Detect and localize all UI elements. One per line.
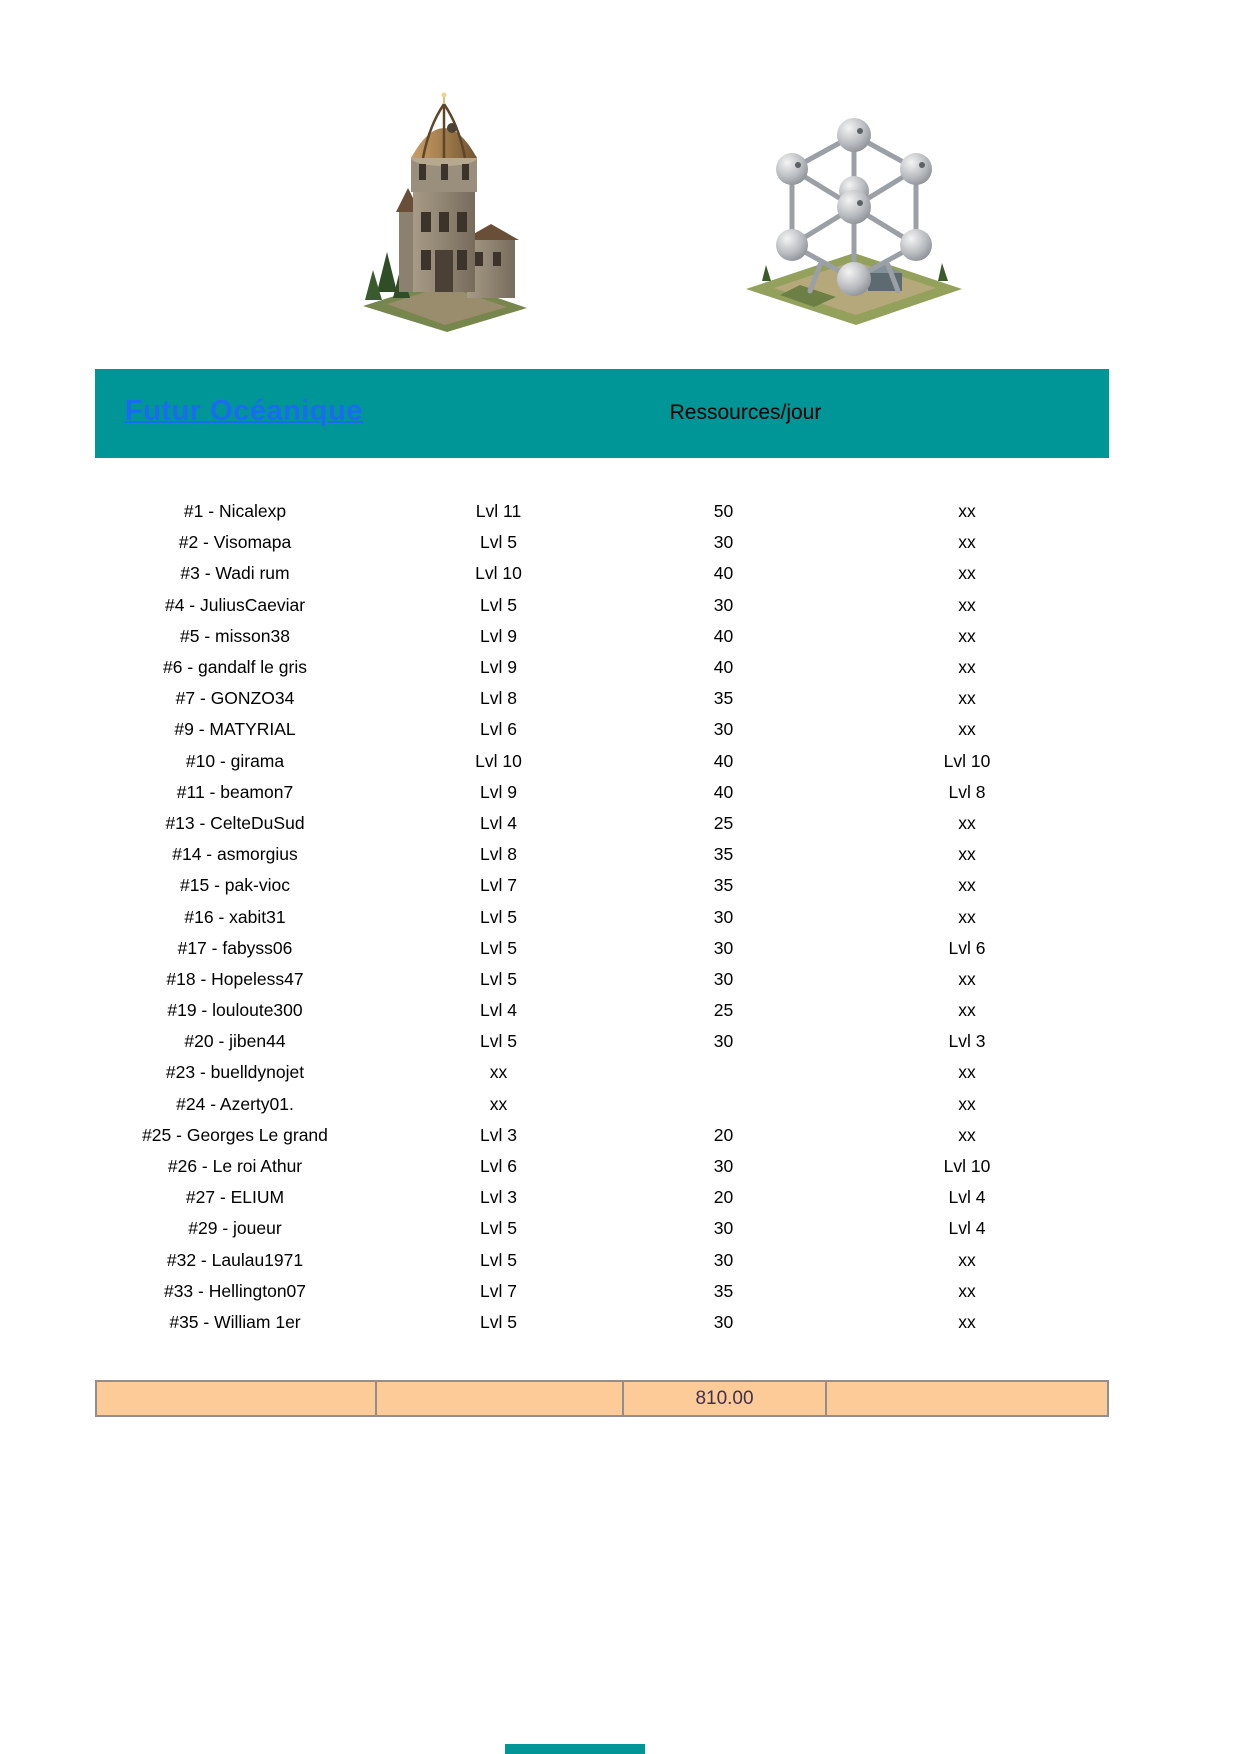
level-cell: Lvl 5 <box>480 1218 517 1239</box>
bonus-level-cell: xx <box>958 501 976 522</box>
member-name-cell: #2 - Visomapa <box>178 532 292 553</box>
table-row <box>95 995 1109 1026</box>
member-name-cell: #9 - MATYRIAL <box>174 719 296 740</box>
member-name-cell: #35 - William 1er <box>169 1311 301 1332</box>
resources-per-day-label: Ressources/jour <box>669 401 822 424</box>
resources-cell: 35 <box>713 688 734 709</box>
table-row <box>95 1120 1109 1151</box>
table-row <box>95 621 1109 652</box>
member-name-cell: #18 - Hopeless47 <box>166 968 304 989</box>
resources-cell: 25 <box>713 812 734 833</box>
guild-title-link[interactable]: Futur Océanique <box>125 395 363 427</box>
member-name-cell: #4 - JuliusCaeviar <box>164 594 306 615</box>
bonus-level-cell: xx <box>958 1249 976 1270</box>
bonus-level-cell: xx <box>958 688 976 709</box>
atomium-illustration <box>740 105 968 327</box>
member-name-cell: #27 - ELIUM <box>185 1187 285 1208</box>
bonus-level-cell: xx <box>958 1000 976 1021</box>
bonus-level-cell: xx <box>958 625 976 646</box>
table-row <box>95 1057 1109 1088</box>
level-cell: Lvl 5 <box>480 906 517 927</box>
table-row <box>95 714 1109 745</box>
table-row <box>95 1276 1109 1307</box>
bonus-level-cell: Lvl 8 <box>948 781 986 802</box>
resources-cell: 25 <box>713 1000 734 1021</box>
member-name-cell: #17 - fabyss06 <box>177 937 293 958</box>
table-row <box>95 1026 1109 1057</box>
table-row <box>95 901 1109 932</box>
bonus-level-cell: xx <box>958 968 976 989</box>
table-row <box>95 1245 1109 1276</box>
resources-cell: 30 <box>713 906 734 927</box>
resources-cell: 30 <box>713 937 734 958</box>
member-name-cell: #20 - jiben44 <box>184 1031 286 1052</box>
atomium-image <box>740 105 968 327</box>
member-name-cell: #16 - xabit31 <box>184 906 286 927</box>
sheet-tab-sliver <box>505 1744 645 1754</box>
member-name-cell: #6 - gandalf le gris <box>163 657 307 678</box>
resources-cell: 20 <box>713 1124 734 1145</box>
member-name-cell: #11 - beamon7 <box>176 781 294 802</box>
level-cell: xx <box>489 1062 508 1083</box>
bonus-level-cell: xx <box>958 719 976 740</box>
member-name-cell: #7 - GONZO34 <box>175 688 295 709</box>
bonus-level-cell: xx <box>958 657 976 678</box>
resources-cell: 35 <box>713 875 734 896</box>
total-value-cell: 810.00 <box>624 1382 827 1415</box>
bonus-level-cell: xx <box>958 812 976 833</box>
bonus-level-cell: xx <box>958 594 976 615</box>
level-cell: Lvl 5 <box>480 968 517 989</box>
member-name-cell: #5 - misson38 <box>180 625 290 646</box>
bonus-level-cell: Lvl 10 <box>943 750 991 771</box>
member-name-cell: #26 - Le roi Athur <box>167 1156 303 1177</box>
member-name-cell: #32 - Laulau1971 <box>166 1249 304 1270</box>
level-cell: Lvl 11 <box>475 501 522 522</box>
bonus-level-cell: xx <box>958 1280 976 1301</box>
resources-cell: 35 <box>713 844 734 865</box>
member-name-cell: #33 - Hellington07 <box>163 1280 307 1301</box>
level-cell: Lvl 5 <box>480 1249 517 1270</box>
level-cell: Lvl 4 <box>480 1000 517 1021</box>
resources-cell: 30 <box>713 594 734 615</box>
bonus-level-cell: Lvl 4 <box>948 1187 986 1208</box>
table-row <box>95 1213 1109 1244</box>
table-row <box>95 777 1109 808</box>
level-cell: Lvl 7 <box>480 1280 517 1301</box>
bonus-level-cell: xx <box>958 563 976 584</box>
resources-cell: 40 <box>713 625 734 646</box>
level-cell: Lvl 5 <box>480 1311 517 1332</box>
total-empty-cell-2 <box>377 1382 624 1415</box>
resources-cell: 30 <box>713 1156 734 1177</box>
level-cell: Lvl 7 <box>480 875 517 896</box>
table-row <box>95 1089 1109 1120</box>
bonus-level-cell: xx <box>958 1124 976 1145</box>
resources-cell: 30 <box>713 1218 734 1239</box>
level-cell: Lvl 5 <box>480 532 517 553</box>
level-cell: xx <box>489 1093 508 1114</box>
table-row <box>95 964 1109 995</box>
member-name-cell: #1 - Nicalexp <box>183 501 287 522</box>
level-cell: Lvl 3 <box>480 1124 517 1145</box>
resources-cell: 40 <box>713 563 734 584</box>
table-row <box>95 652 1109 683</box>
member-name-cell: #14 - asmorgius <box>172 844 298 865</box>
header-banner <box>95 369 1109 458</box>
member-name-cell: #24 - Azerty01. <box>176 1093 294 1114</box>
bonus-level-cell: xx <box>958 1062 976 1083</box>
member-name-cell: #15 - pak-vioc <box>180 875 290 896</box>
table-row <box>95 496 1109 527</box>
table-row <box>95 933 1109 964</box>
level-cell: Lvl 5 <box>480 937 517 958</box>
bonus-level-cell: Lvl 4 <box>948 1218 986 1239</box>
level-cell: Lvl 9 <box>480 657 517 678</box>
table-row <box>95 808 1109 839</box>
level-cell: Lvl 6 <box>480 1156 517 1177</box>
total-empty-cell-1 <box>97 1382 377 1415</box>
member-name-cell: #19 - louloute300 <box>167 1000 303 1021</box>
table-row <box>95 1151 1109 1182</box>
resources-cell: 50 <box>713 501 734 522</box>
member-name-cell: #23 - buelldynojet <box>165 1062 305 1083</box>
resources-cell: 30 <box>713 719 734 740</box>
table-row <box>95 839 1109 870</box>
table-row <box>95 1182 1109 1213</box>
resources-cell: 40 <box>713 781 734 802</box>
bonus-level-cell: xx <box>958 875 976 896</box>
level-cell: Lvl 3 <box>480 1187 517 1208</box>
table-row <box>95 527 1109 558</box>
observatory-illustration <box>355 92 535 332</box>
table-row <box>95 558 1109 589</box>
bonus-level-cell: Lvl 10 <box>943 1156 991 1177</box>
level-cell: Lvl 5 <box>480 1031 517 1052</box>
resources-cell: 35 <box>713 1280 734 1301</box>
level-cell: Lvl 8 <box>480 844 517 865</box>
bonus-level-cell: xx <box>958 1093 976 1114</box>
table-row <box>95 1307 1109 1338</box>
level-cell: Lvl 8 <box>480 688 517 709</box>
level-cell: Lvl 5 <box>480 594 517 615</box>
bonus-level-cell: Lvl 3 <box>948 1031 986 1052</box>
table-row <box>95 683 1109 714</box>
table-body <box>95 496 1109 1338</box>
member-name-cell: #13 - CelteDuSud <box>165 812 305 833</box>
level-cell: Lvl 9 <box>480 781 517 802</box>
bonus-level-cell: xx <box>958 906 976 927</box>
bonus-level-cell: Lvl 6 <box>948 937 986 958</box>
total-empty-cell-3 <box>827 1382 1107 1415</box>
level-cell: Lvl 4 <box>480 812 517 833</box>
level-cell: Lvl 10 <box>475 750 522 771</box>
level-cell: Lvl 6 <box>480 719 517 740</box>
resources-cell: 40 <box>713 750 734 771</box>
resources-cell: 30 <box>713 1249 734 1270</box>
bonus-level-cell: xx <box>958 532 976 553</box>
table-row <box>95 590 1109 621</box>
table-row <box>95 746 1109 777</box>
level-cell: Lvl 9 <box>480 625 517 646</box>
member-name-cell: #3 - Wadi rum <box>180 563 290 584</box>
resources-cell: 30 <box>713 532 734 553</box>
total-row <box>95 1380 1109 1417</box>
table-row <box>95 870 1109 901</box>
member-name-cell: #25 - Georges Le grand <box>142 1124 328 1145</box>
member-name-cell: #10 - girama <box>185 750 285 771</box>
resources-cell: 30 <box>713 1311 734 1332</box>
bonus-level-cell: xx <box>958 844 976 865</box>
level-cell: Lvl 10 <box>475 563 522 584</box>
resources-cell: 20 <box>713 1187 734 1208</box>
resources-cell: 30 <box>713 1031 734 1052</box>
resources-cell: 30 <box>713 968 734 989</box>
great-building-observatory-image <box>355 92 535 332</box>
bonus-level-cell: xx <box>958 1311 976 1332</box>
resources-cell: 40 <box>713 657 734 678</box>
member-name-cell: #29 - joueur <box>188 1218 282 1239</box>
